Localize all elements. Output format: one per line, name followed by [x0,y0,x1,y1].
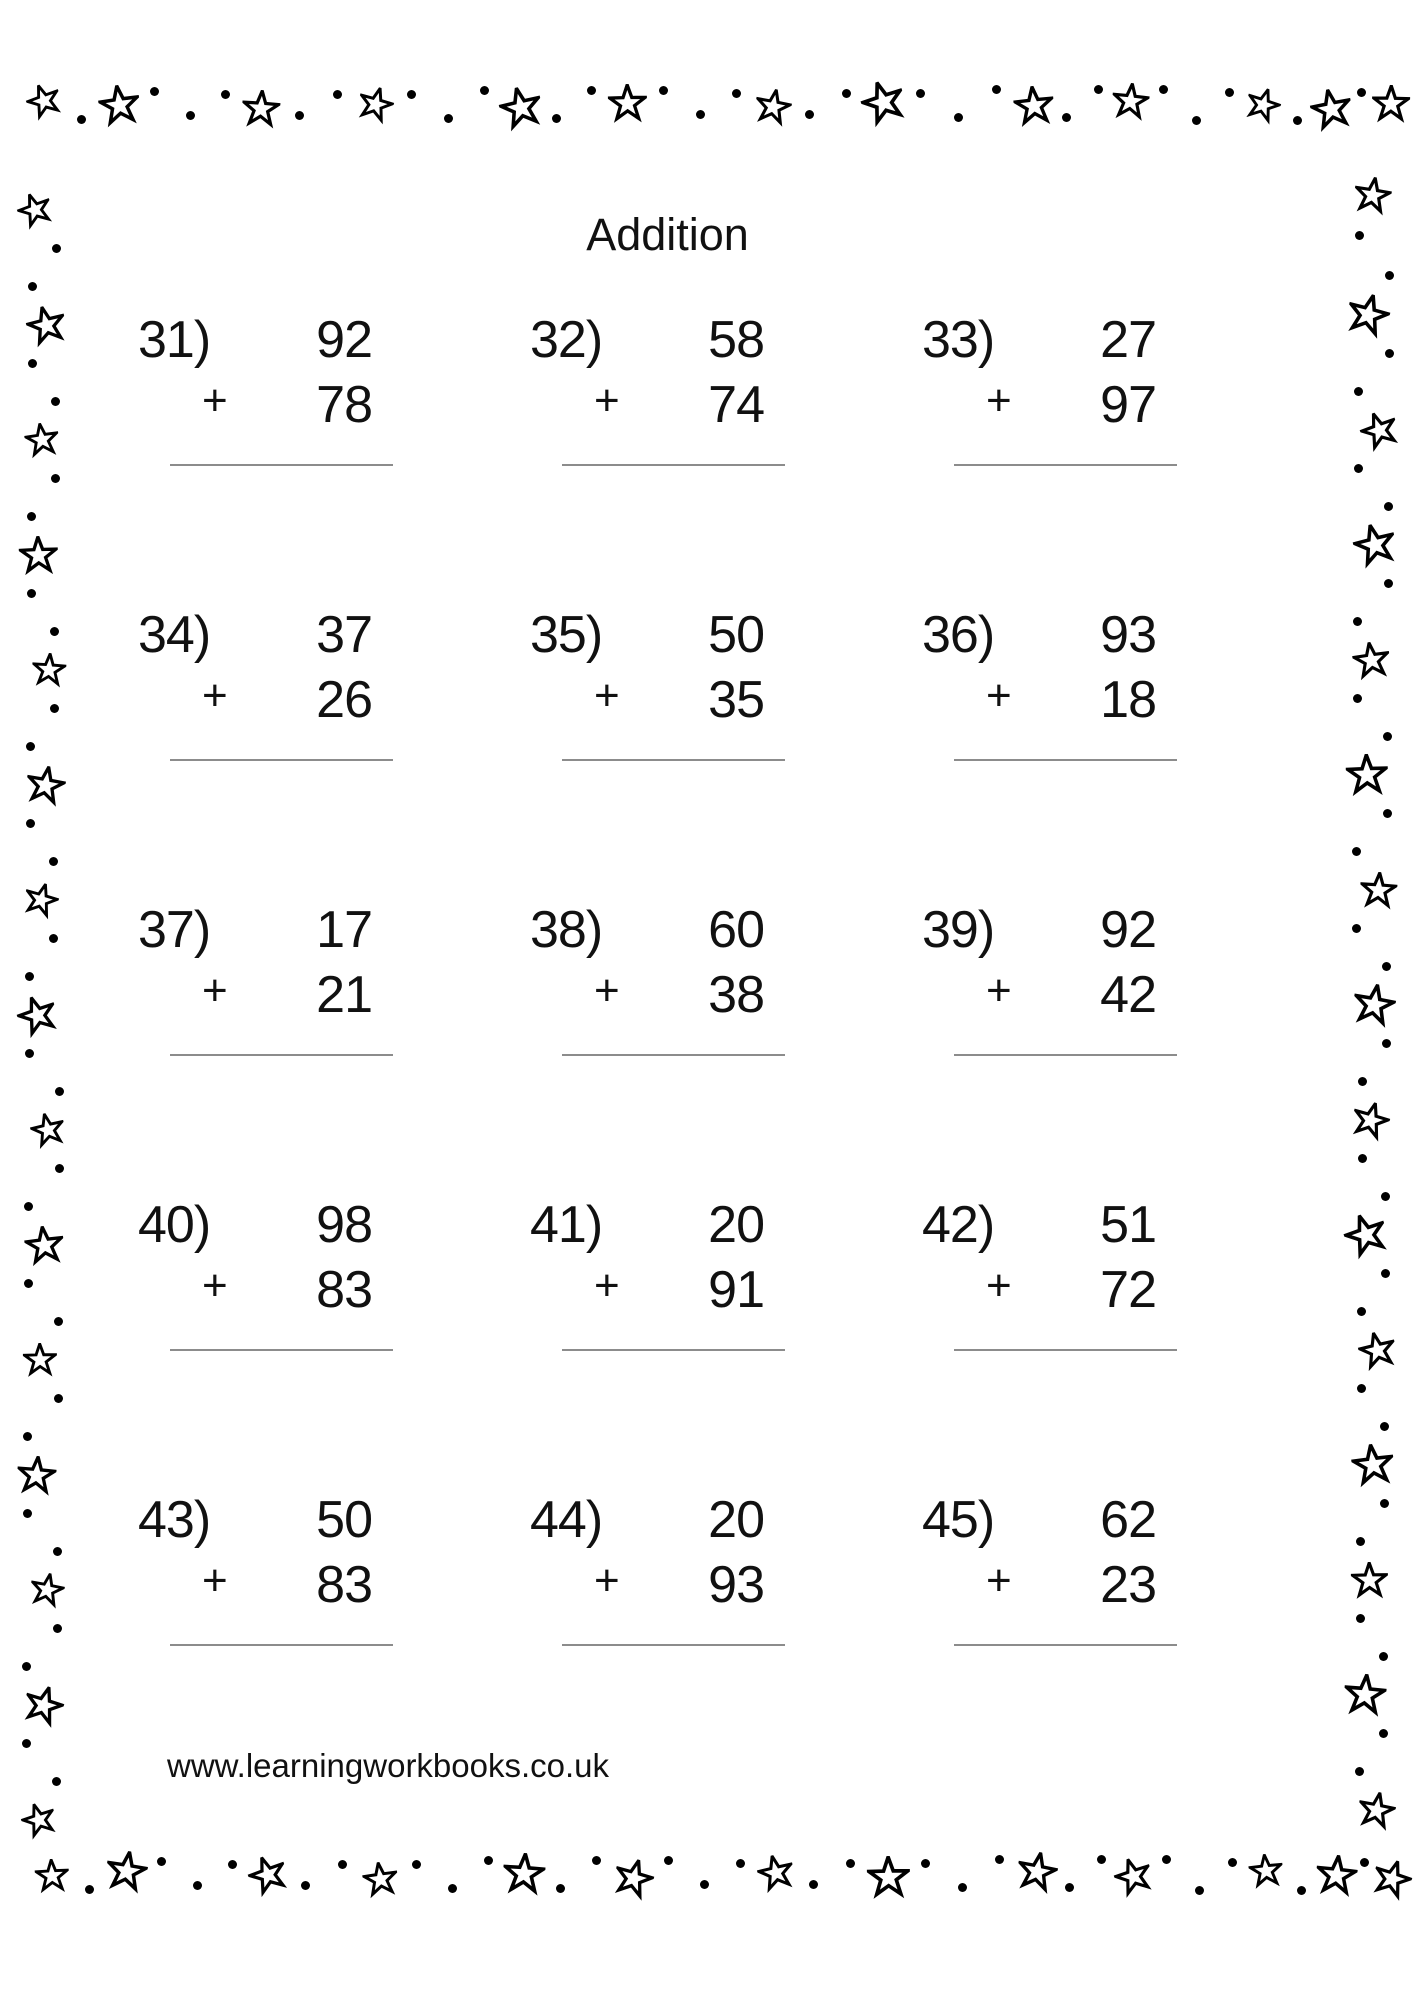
star-icon [18,535,58,575]
plus-operator: + [202,966,228,1015]
problem-number: 36) [922,606,995,664]
dot-icon [1159,85,1168,94]
dot-icon [54,1394,63,1403]
star-icon [866,1855,910,1899]
problem-number: 45) [922,1491,995,1549]
star-icon [1350,639,1392,681]
dot-icon [23,1509,32,1518]
problem-39 [922,901,1177,1074]
star-icon [19,1681,68,1730]
dot-icon [1384,502,1393,511]
dot-icon [1383,809,1392,818]
star-icon [1351,174,1393,216]
star-icon [12,990,62,1040]
dot-icon [842,89,851,98]
problem-32 [530,311,785,484]
dot-icon [1062,113,1071,122]
star-icon [18,1799,61,1842]
problem-41 [530,1196,785,1369]
dot-icon [1097,1855,1106,1864]
star-icon [22,1223,65,1266]
answer-line [954,1349,1177,1351]
addend-top: 51 [1100,1196,1156,1254]
star-icon [1358,870,1397,909]
addend-top: 98 [316,1196,372,1254]
problem-number: 40) [138,1196,211,1254]
star-icon [1313,1852,1358,1897]
star-icon [752,86,794,128]
star-icon [23,421,61,459]
answer-line [954,759,1177,761]
star-icon [1307,85,1355,133]
dot-icon [24,1202,33,1211]
dot-icon [736,1859,745,1868]
star-icon [31,652,67,688]
dot-icon [150,87,159,96]
dot-icon [301,1881,310,1890]
star-icon [28,1110,69,1151]
addend-top: 92 [316,311,372,369]
dot-icon [1353,617,1362,626]
dot-icon [1383,732,1392,741]
answer-line [170,1644,393,1646]
problem-number: 44) [530,1491,603,1549]
dot-icon [592,1856,601,1865]
problem-number: 31) [138,311,211,369]
problem-43 [138,1491,393,1664]
dot-icon [52,244,61,253]
dot-icon [1384,579,1393,588]
dot-icon [659,86,668,95]
star-icon [96,82,142,128]
dot-icon [221,90,230,99]
dot-icon [809,1880,818,1889]
dot-icon [52,1777,61,1786]
plus-operator: + [594,1261,620,1310]
answer-line [170,1349,393,1351]
dot-icon [27,512,36,521]
dot-icon [49,934,58,943]
dot-icon [484,1856,493,1865]
addend-bottom: 35 [708,671,764,729]
dot-icon [696,110,705,119]
plus-operator: + [986,376,1012,425]
dot-icon [921,1859,930,1868]
plus-operator: + [986,671,1012,720]
addend-bottom: 21 [316,966,372,1024]
answer-line [954,464,1177,466]
problem-31 [138,311,393,484]
star-icon [1247,1852,1284,1889]
addend-bottom: 26 [316,671,372,729]
answer-line [562,464,785,466]
dot-icon [333,90,342,99]
dot-icon [664,1856,673,1865]
star-icon [13,188,57,232]
star-icon [15,1454,57,1496]
dot-icon [27,589,36,598]
dot-icon [1385,271,1394,280]
dot-icon [1162,1855,1171,1864]
problem-38 [530,901,785,1074]
addend-top: 62 [1100,1491,1156,1549]
dot-icon [28,282,37,291]
star-icon [496,83,546,133]
star-icon [1242,84,1285,127]
dot-icon [1358,1154,1367,1163]
dot-icon [407,90,416,99]
dot-icon [995,1855,1004,1864]
answer-line [170,759,393,761]
star-icon [1350,1442,1397,1489]
dot-icon [552,114,561,123]
star-icon [22,301,69,348]
dot-icon [1354,387,1363,396]
problem-45 [922,1491,1177,1664]
dot-icon [55,1087,64,1096]
dot-icon [1381,1192,1390,1201]
addend-bottom: 42 [1100,966,1156,1024]
answer-line [954,1644,1177,1646]
plus-operator: + [594,1556,620,1605]
dot-icon [338,1860,347,1869]
star-icon [609,1854,657,1902]
addend-top: 17 [316,901,372,959]
dot-icon [1385,349,1394,358]
dot-icon [992,85,1001,94]
page-title: Addition [586,209,749,260]
dot-icon [22,1739,31,1748]
dot-icon [1380,1422,1389,1431]
addend-top: 58 [708,311,764,369]
dot-icon [1352,924,1361,933]
plus-operator: + [594,966,620,1015]
problem-number: 39) [922,901,995,959]
dot-icon [1357,88,1366,97]
star-icon [1339,1208,1392,1261]
dot-icon [77,115,86,124]
plus-operator: + [202,1556,228,1605]
star-icon [1342,1672,1388,1718]
dot-icon [1192,116,1201,125]
dot-icon [23,1432,32,1441]
star-icon [1355,1328,1399,1372]
problem-33 [922,311,1177,484]
star-icon [1345,753,1388,796]
dot-icon [50,704,59,713]
dot-icon [1382,1039,1391,1048]
dot-icon [1357,1307,1366,1316]
addend-top: 27 [1100,311,1156,369]
answer-line [954,1054,1177,1056]
footer-website-url: www.learningworkbooks.co.uk [167,1747,610,1784]
addend-bottom: 38 [708,966,764,1024]
plus-operator: + [986,1261,1012,1310]
problem-number: 37) [138,901,211,959]
star-icon [1110,81,1151,122]
star-icon [353,82,396,125]
star-icon [103,1848,150,1895]
addend-top: 93 [1100,606,1156,664]
dot-icon [412,1860,421,1869]
dot-icon [193,1881,202,1890]
answer-line [562,1349,785,1351]
star-icon [1110,1853,1157,1900]
dot-icon [954,113,963,122]
dot-icon [556,1884,565,1893]
dot-icon [1358,1077,1367,1086]
problem-number: 32) [530,311,603,369]
dot-icon [25,1049,34,1058]
plus-operator: + [594,671,620,720]
plus-operator: + [202,1261,228,1310]
dot-icon [448,1884,457,1893]
dot-icon [157,1857,166,1866]
dot-icon [25,972,34,981]
star-icon [244,1851,293,1900]
plus-operator: + [202,376,228,425]
star-icon [20,879,62,921]
star-icon [1342,289,1393,340]
star-icon [27,1570,67,1610]
problem-number: 38) [530,901,603,959]
addend-top: 50 [316,1491,372,1549]
problem-34 [138,606,393,779]
dot-icon [1382,962,1391,971]
star-icon [754,1851,797,1894]
dot-icon [49,857,58,866]
star-icon [607,83,647,123]
dot-icon [51,474,60,483]
answer-line [562,759,785,761]
star-icon [856,75,910,129]
dot-icon [1355,231,1364,240]
star-icon [1350,981,1399,1030]
problem-42 [922,1196,1177,1369]
addend-bottom: 93 [708,1556,764,1614]
dot-icon [55,1164,64,1173]
plus-operator: + [202,671,228,720]
problem-40 [138,1196,393,1369]
dot-icon [53,1624,62,1633]
dot-icon [732,89,741,98]
addend-bottom: 97 [1100,376,1156,434]
problem-number: 33) [922,311,995,369]
dot-icon [444,114,453,123]
dot-icon [916,89,925,98]
addend-bottom: 72 [1100,1261,1156,1319]
dot-icon [1065,1883,1074,1892]
plus-operator: + [594,376,620,425]
dot-icon [1353,694,1362,703]
star-icon [1355,406,1402,453]
star-icon [1347,1097,1393,1143]
addend-bottom: 74 [708,376,764,434]
dot-icon [186,111,195,120]
dot-icon [54,1317,63,1326]
dot-icon [24,1279,33,1288]
dot-icon [295,111,304,120]
dot-icon [1356,1537,1365,1546]
star-icon [1012,84,1056,128]
dot-icon [51,397,60,406]
addend-top: 50 [708,606,764,664]
dot-icon [805,110,814,119]
dot-icon [1195,1886,1204,1895]
plus-operator: + [986,1556,1012,1605]
problem-37 [138,901,393,1074]
addend-bottom: 18 [1100,671,1156,729]
addend-bottom: 23 [1100,1556,1156,1614]
dot-icon [958,1883,967,1892]
dot-icon [1094,85,1103,94]
addend-top: 37 [316,606,372,664]
addend-top: 20 [708,1491,764,1549]
dot-icon [1354,464,1363,473]
dot-icon [228,1860,237,1869]
dot-icon [50,627,59,636]
answer-line [562,1054,785,1056]
dot-icon [26,742,35,751]
problem-number: 42) [922,1196,995,1254]
star-icon [1350,520,1401,571]
dot-icon [1228,1858,1237,1867]
problem-number: 41) [530,1196,603,1254]
dot-icon [700,1880,709,1889]
dot-icon [1379,1652,1388,1661]
problem-number: 35) [530,606,603,664]
addend-bottom: 91 [708,1261,764,1319]
star-icon [502,1852,547,1897]
addend-top: 20 [708,1196,764,1254]
star-icon [23,1343,58,1378]
problem-35 [530,606,785,779]
problem-number: 34) [138,606,211,664]
problem-number: 43) [138,1491,211,1549]
dot-icon [480,86,489,95]
answer-line [170,464,393,466]
addend-top: 60 [708,901,764,959]
problem-36 [922,606,1177,779]
dot-icon [53,1547,62,1556]
dot-icon [1360,1858,1369,1867]
dot-icon [1356,1614,1365,1623]
star-icon [22,79,66,123]
star-icon [1368,1855,1414,1903]
addend-top: 92 [1100,901,1156,959]
dot-icon [1293,116,1302,125]
plus-operator: + [986,966,1012,1015]
dot-icon [1297,1886,1306,1895]
answer-line [170,1054,393,1056]
addend-bottom: 78 [316,376,372,434]
dot-icon [1357,1384,1366,1393]
star-icon [1354,1788,1397,1831]
dot-icon [1355,1767,1364,1776]
star-icon [1014,1849,1061,1896]
dot-icon [28,359,37,368]
dot-icon [85,1885,94,1894]
star-icon [22,762,67,807]
star-icon [1350,1561,1388,1599]
dot-icon [1379,1729,1388,1738]
star-icon [1372,85,1411,124]
star-icon [34,1858,70,1894]
dot-icon [1380,1499,1389,1508]
star-icon [360,1859,400,1899]
addend-bottom: 83 [316,1556,372,1614]
dot-icon [26,819,35,828]
dot-icon [1352,847,1361,856]
dot-icon [587,86,596,95]
addend-bottom: 83 [316,1261,372,1319]
dot-icon [846,1859,855,1868]
problem-44 [530,1491,785,1664]
star-icon [241,89,282,130]
answer-line [562,1644,785,1646]
dot-icon [1381,1269,1390,1278]
dot-icon [22,1662,31,1671]
dot-icon [1225,88,1234,97]
